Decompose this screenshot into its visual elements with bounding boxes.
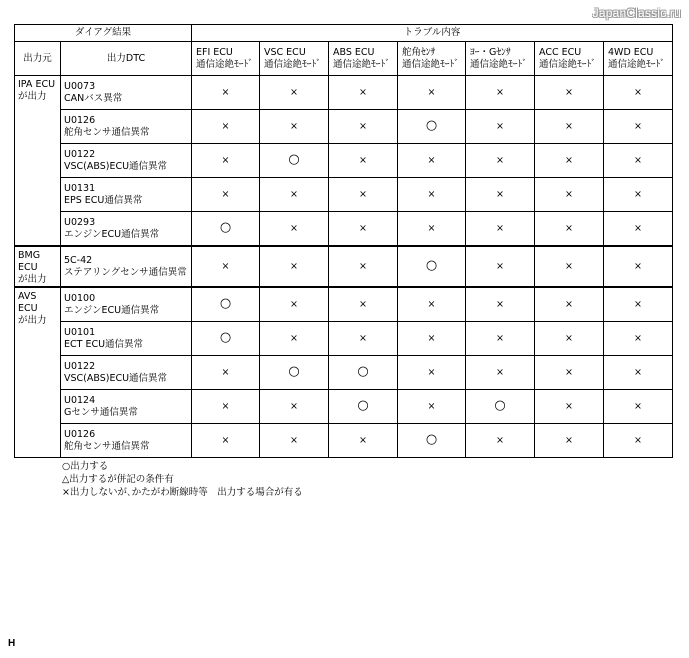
output-source-line: AVS ECU: [18, 291, 38, 314]
circle-mark: ○: [288, 364, 300, 379]
header-trouble-content: トラブル内容: [192, 25, 673, 42]
result-mark: [604, 390, 673, 424]
cross-mark: ×: [634, 222, 643, 234]
result-mark: [398, 144, 466, 178]
output-source-line: が出力: [18, 91, 47, 102]
result-mark: [260, 212, 329, 247]
legend: [62, 460, 303, 499]
result-mark: [604, 287, 673, 322]
output-source-cell: [15, 287, 61, 458]
result-mark: [192, 76, 260, 110]
cross-mark: ×: [290, 434, 298, 446]
result-mark: [192, 246, 260, 287]
circle-mark: ○: [219, 220, 232, 235]
cross-mark: ×: [634, 400, 643, 412]
header-trouble-line: ﾖｰ・Gｾﾝｻ: [470, 46, 511, 58]
cross-mark: ×: [496, 298, 504, 310]
circle-mark: ○: [425, 118, 438, 133]
result-mark: [535, 246, 604, 287]
dtc-description: VSC(ABS)ECU通信異常: [64, 372, 168, 384]
dtc-description: EPS ECU通信異常: [64, 194, 143, 206]
cross-mark: ×: [565, 366, 573, 378]
result-mark: [466, 212, 535, 247]
cross-mark: ×: [496, 222, 504, 234]
page-code: H: [8, 638, 16, 649]
cross-mark: ×: [221, 400, 230, 412]
result-mark: [192, 178, 260, 212]
cross-mark: ×: [221, 434, 230, 446]
cross-mark: ×: [290, 188, 298, 200]
result-mark: [466, 424, 535, 458]
header-trouble-line: EFI ECU: [196, 46, 233, 58]
result-mark: [604, 144, 673, 178]
result-mark: [398, 246, 466, 287]
legend-cross: ×出力しないが､かたがわ断線時等 出力する場合が有る: [62, 487, 303, 498]
header-trouble-line: 通信途絶ﾓｰﾄﾞ: [264, 58, 322, 70]
cross-mark: ×: [565, 86, 573, 98]
result-mark: [260, 356, 329, 390]
header-trouble-line: 4WD ECU: [608, 46, 654, 58]
cross-mark: ×: [634, 188, 643, 200]
header-trouble-line: VSC ECU: [264, 46, 306, 58]
legend-circle: ○出力する: [62, 461, 109, 472]
result-mark: [329, 322, 398, 356]
header-trouble-line: 通信途絶ﾓｰﾄﾞ: [402, 58, 460, 70]
result-mark: [329, 178, 398, 212]
cross-mark: ×: [634, 154, 643, 166]
cross-mark: ×: [359, 86, 367, 98]
cross-mark: ×: [496, 260, 504, 272]
table-row: [15, 144, 673, 178]
result-mark: [466, 178, 535, 212]
cross-mark: ×: [565, 332, 573, 344]
cross-mark: ×: [496, 332, 504, 344]
result-mark: [398, 390, 466, 424]
result-mark: [535, 287, 604, 322]
result-mark: [192, 212, 260, 247]
dtc-code: U0073: [64, 80, 96, 92]
header-trouble-line: 通信途絶ﾓｰﾄﾞ: [608, 58, 666, 70]
result-mark: [260, 424, 329, 458]
table-row: [15, 246, 673, 287]
header-trouble-line: 舵角ｾﾝｻ: [402, 46, 436, 58]
circle-mark: ○: [494, 398, 506, 413]
cross-mark: ×: [634, 298, 643, 310]
cross-mark: ×: [359, 260, 367, 272]
result-mark: [192, 110, 260, 144]
result-mark: [329, 287, 398, 322]
cross-mark: ×: [565, 260, 573, 272]
circle-mark: ○: [219, 296, 232, 311]
cross-mark: ×: [634, 260, 643, 272]
table-row: [15, 110, 673, 144]
cross-mark: ×: [427, 86, 436, 98]
circle-mark: ○: [425, 432, 438, 447]
dtc-description: エンジンECU通信異常: [64, 228, 160, 240]
cross-mark: ×: [565, 298, 573, 310]
result-mark: [329, 246, 398, 287]
header-trouble-line: ACC ECU: [539, 46, 582, 58]
result-mark: [535, 390, 604, 424]
result-mark: [329, 356, 398, 390]
circle-mark: ○: [425, 258, 438, 273]
header-trouble-line: 通信途絶ﾓｰﾄﾞ: [196, 58, 254, 70]
cross-mark: ×: [496, 366, 504, 378]
header-trouble-0: [192, 42, 260, 76]
cross-mark: ×: [359, 332, 367, 344]
dtc-code: U0101: [64, 326, 96, 338]
dtc-code: U0126: [64, 428, 96, 440]
result-mark: [466, 322, 535, 356]
cross-mark: ×: [359, 188, 367, 200]
circle-mark: ○: [288, 152, 300, 167]
cross-mark: ×: [565, 222, 573, 234]
dtc-cell: [61, 110, 192, 144]
dtc-description: CANバス異常: [64, 92, 123, 104]
cross-mark: ×: [290, 86, 298, 98]
result-mark: [535, 212, 604, 247]
result-mark: [329, 424, 398, 458]
result-mark: [604, 178, 673, 212]
dtc-description: VSC(ABS)ECU通信異常: [64, 160, 168, 172]
result-mark: [535, 76, 604, 110]
dtc-description: 舵角センサ通信異常: [64, 126, 150, 138]
header-output-dtc: 出力DTC: [61, 42, 192, 76]
cross-mark: ×: [290, 400, 298, 412]
result-mark: [398, 424, 466, 458]
result-mark: [398, 76, 466, 110]
circle-mark: ○: [357, 398, 369, 413]
cross-mark: ×: [565, 434, 573, 446]
dtc-cell: [61, 246, 192, 287]
result-mark: [192, 322, 260, 356]
cross-mark: ×: [496, 188, 504, 200]
result-mark: [398, 287, 466, 322]
dtc-code: U0126: [64, 114, 96, 126]
result-mark: [192, 144, 260, 178]
cross-mark: ×: [496, 120, 504, 132]
cross-mark: ×: [634, 332, 643, 344]
result-mark: [398, 356, 466, 390]
cross-mark: ×: [427, 400, 436, 412]
cross-mark: ×: [359, 222, 367, 234]
table-row: [15, 287, 673, 322]
result-mark: [466, 110, 535, 144]
header-trouble-3: [398, 42, 466, 76]
cross-mark: ×: [427, 366, 436, 378]
result-mark: [260, 322, 329, 356]
output-source-line: が出力: [18, 315, 47, 326]
dtc-code: 5C-42: [64, 254, 93, 266]
output-source-cell: [15, 246, 61, 287]
dtc-cell: [61, 287, 192, 322]
cross-mark: ×: [427, 298, 436, 310]
result-mark: [260, 178, 329, 212]
dtc-cell: [61, 322, 192, 356]
output-source-line: IPA ECU: [18, 79, 56, 90]
header-output-source: 出力元: [15, 42, 61, 76]
result-mark: [398, 178, 466, 212]
header-trouble-6: [604, 42, 673, 76]
result-mark: [192, 424, 260, 458]
result-mark: [535, 144, 604, 178]
output-source-line: が出力: [18, 274, 47, 285]
result-mark: [604, 356, 673, 390]
dtc-description: 舵角センサ通信異常: [64, 440, 150, 452]
dtc-cell: [61, 144, 192, 178]
table-row: [15, 424, 673, 458]
cross-mark: ×: [565, 154, 573, 166]
dtc-code: U0100: [64, 292, 96, 304]
header-trouble-line: 通信途絶ﾓｰﾄﾞ: [539, 58, 597, 70]
dtc-cell: [61, 212, 192, 247]
cross-mark: ×: [221, 86, 230, 98]
dtc-description: Gセンサ通信異常: [64, 406, 138, 418]
result-mark: [329, 110, 398, 144]
output-source-cell: [15, 76, 61, 247]
table-row: [15, 390, 673, 424]
dtc-cell: [61, 390, 192, 424]
cross-mark: ×: [359, 154, 367, 166]
output-source-line: BMG ECU: [18, 250, 41, 273]
dtc-code: U0293: [64, 216, 96, 228]
cross-mark: ×: [496, 86, 504, 98]
result-mark: [535, 424, 604, 458]
dtc-code: U0124: [64, 394, 96, 406]
result-mark: [192, 356, 260, 390]
cross-mark: ×: [427, 332, 436, 344]
result-mark: [604, 76, 673, 110]
result-mark: [466, 144, 535, 178]
result-mark: [398, 212, 466, 247]
header-trouble-line: 通信途絶ﾓｰﾄﾞ: [470, 58, 528, 70]
cross-mark: ×: [290, 298, 298, 310]
header-diag-result: ダイアグ結果: [15, 25, 192, 42]
cross-mark: ×: [221, 154, 230, 166]
cross-mark: ×: [634, 434, 643, 446]
result-mark: [260, 287, 329, 322]
result-mark: [535, 322, 604, 356]
header-trouble-4: [466, 42, 535, 76]
result-mark: [604, 246, 673, 287]
cross-mark: ×: [496, 154, 504, 166]
cross-mark: ×: [427, 188, 436, 200]
result-mark: [329, 144, 398, 178]
table-row: [15, 322, 673, 356]
dtc-code: U0122: [64, 360, 96, 372]
circle-mark: ○: [219, 330, 232, 345]
dtc-cell: [61, 356, 192, 390]
cross-mark: ×: [427, 154, 436, 166]
result-mark: [329, 212, 398, 247]
cross-mark: ×: [290, 260, 298, 272]
dtc-cell: [61, 76, 192, 110]
cross-mark: ×: [221, 366, 230, 378]
table-row: [15, 212, 673, 247]
result-mark: [466, 356, 535, 390]
dtc-code: U0122: [64, 148, 96, 160]
header-trouble-1: [260, 42, 329, 76]
cross-mark: ×: [634, 366, 643, 378]
cross-mark: ×: [290, 120, 298, 132]
result-mark: [604, 322, 673, 356]
header-trouble-2: [329, 42, 398, 76]
dtc-description: ECT ECU通信異常: [64, 338, 144, 350]
cross-mark: ×: [359, 434, 367, 446]
result-mark: [466, 246, 535, 287]
result-mark: [192, 390, 260, 424]
result-mark: [466, 76, 535, 110]
dtc-cell: [61, 178, 192, 212]
cross-mark: ×: [221, 260, 230, 272]
cross-mark: ×: [496, 434, 504, 446]
cross-mark: ×: [634, 86, 643, 98]
cross-mark: ×: [634, 120, 643, 132]
result-mark: [604, 212, 673, 247]
result-mark: [329, 390, 398, 424]
result-mark: [398, 322, 466, 356]
circle-mark: ○: [357, 364, 369, 379]
dtc-cell: [61, 424, 192, 458]
header-trouble-5: [535, 42, 604, 76]
result-mark: [398, 110, 466, 144]
cross-mark: ×: [290, 222, 298, 234]
cross-mark: ×: [565, 120, 573, 132]
result-mark: [535, 178, 604, 212]
result-mark: [535, 110, 604, 144]
result-mark: [329, 76, 398, 110]
cross-mark: ×: [221, 188, 230, 200]
header-trouble-line: 通信途絶ﾓｰﾄﾞ: [333, 58, 391, 70]
dtc-code: U0131: [64, 182, 96, 194]
result-mark: [260, 390, 329, 424]
result-mark: [260, 110, 329, 144]
table-row: [15, 76, 673, 110]
result-mark: [260, 246, 329, 287]
table-row: [15, 178, 673, 212]
watermark: JapanClassic.ru: [592, 6, 681, 20]
result-mark: [466, 287, 535, 322]
result-mark: [604, 110, 673, 144]
cross-mark: ×: [221, 120, 230, 132]
result-mark: [535, 356, 604, 390]
diagnosis-table: [14, 24, 673, 458]
result-mark: [260, 144, 329, 178]
result-mark: [604, 424, 673, 458]
cross-mark: ×: [565, 188, 573, 200]
result-mark: [260, 76, 329, 110]
dtc-description: ステアリングセンサ通信異常: [64, 266, 187, 278]
result-mark: [466, 390, 535, 424]
cross-mark: ×: [290, 332, 298, 344]
header-trouble-line: ABS ECU: [333, 46, 375, 58]
dtc-description: エンジンECU通信異常: [64, 304, 160, 316]
cross-mark: ×: [565, 400, 573, 412]
cross-mark: ×: [359, 298, 367, 310]
result-mark: [192, 287, 260, 322]
cross-mark: ×: [427, 222, 436, 234]
table-row: [15, 356, 673, 390]
cross-mark: ×: [359, 120, 367, 132]
legend-triangle: △出力するが併記の条件有: [62, 474, 174, 485]
